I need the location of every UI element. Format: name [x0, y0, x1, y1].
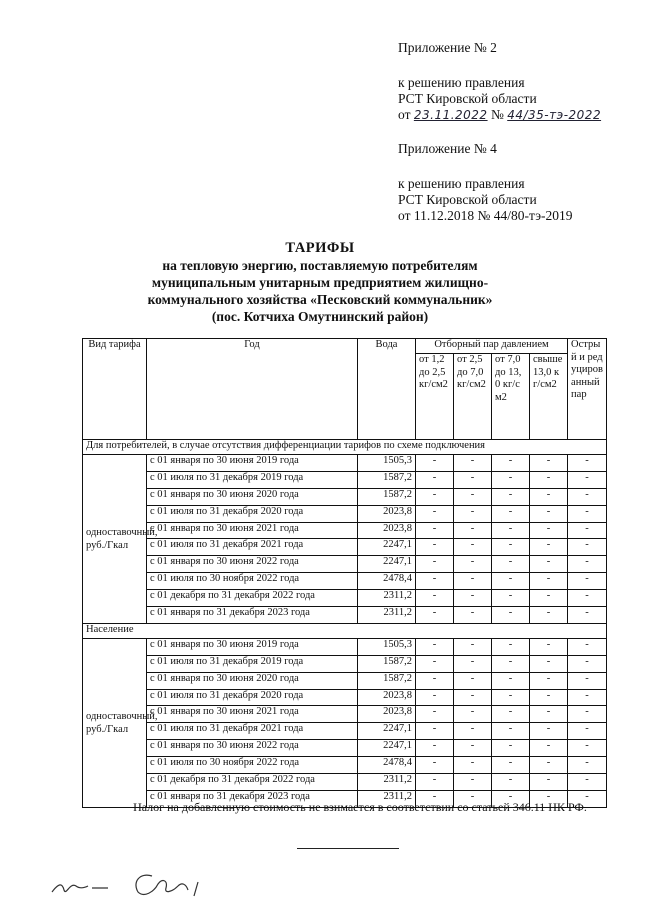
- steam-p2-cell: -: [454, 706, 492, 723]
- table-row: [83, 539, 607, 556]
- steam-p4-cell: -: [530, 488, 568, 505]
- authority-2: РСТ Кировской области: [398, 192, 537, 207]
- period-cell: с 01 января по 30 июня 2022 года: [147, 740, 358, 757]
- steam-p1-cell: -: [416, 505, 454, 522]
- steam-sharp-cell: -: [568, 522, 607, 539]
- steam-p2-cell: -: [454, 488, 492, 505]
- steam-sharp-cell: -: [568, 655, 607, 672]
- tariff-kind: одноставочный, руб./Гкал: [83, 455, 147, 624]
- steam-sharp-cell: -: [568, 573, 607, 590]
- water-tariff-cell: 2023,8: [358, 505, 416, 522]
- steam-p4-cell: -: [530, 740, 568, 757]
- table-row: [83, 774, 607, 791]
- steam-p3-cell: -: [492, 638, 530, 655]
- table-row: [83, 689, 607, 706]
- header-pressure-3: от 7,0 до 13,0 кг/см2: [492, 354, 530, 440]
- steam-p3-cell: -: [492, 790, 530, 807]
- period-cell: с 01 июля по 31 декабря 2019 года: [147, 471, 358, 488]
- tariff-table-body: [83, 440, 607, 808]
- steam-p1-cell: -: [416, 672, 454, 689]
- water-tariff-cell: 1505,3: [358, 638, 416, 655]
- steam-p2-cell: -: [454, 672, 492, 689]
- table-row: [83, 638, 607, 655]
- table-row: [83, 672, 607, 689]
- document-title: ТАРИФЫ: [285, 240, 355, 256]
- decision-date-line-2: от 11.12.2018 № 44/80-тэ-2019: [398, 208, 573, 223]
- header-sharp-steam: Острый и редуцированный пар: [568, 339, 607, 440]
- steam-sharp-cell: -: [568, 488, 607, 505]
- steam-p4-cell: -: [530, 505, 568, 522]
- period-cell: с 01 июля по 31 декабря 2020 года: [147, 505, 358, 522]
- period-cell: с 01 июля по 31 декабря 2019 года: [147, 655, 358, 672]
- period-cell: с 01 января по 30 июня 2020 года: [147, 672, 358, 689]
- title-line-4: (пос. Котчиха Омутнинский район): [211, 309, 429, 324]
- steam-p1-cell: -: [416, 607, 454, 624]
- water-tariff-cell: 2247,1: [358, 539, 416, 556]
- header-pressure-1: от 1,2 до 2,5 кг/см2: [416, 354, 454, 440]
- steam-p2-cell: -: [454, 689, 492, 706]
- steam-p1-cell: -: [416, 539, 454, 556]
- period-cell: с 01 июля по 30 ноября 2022 года: [147, 757, 358, 774]
- authority-1: РСТ Кировской области: [398, 91, 537, 106]
- steam-p3-cell: -: [492, 522, 530, 539]
- decision-caption-1: к решению правления: [398, 75, 525, 90]
- period-cell: с 01 декабря по 31 декабря 2022 года: [147, 774, 358, 791]
- table-row: [83, 556, 607, 573]
- steam-sharp-cell: -: [568, 790, 607, 807]
- steam-sharp-cell: -: [568, 638, 607, 655]
- water-tariff-cell: 2247,1: [358, 740, 416, 757]
- steam-sharp-cell: -: [568, 757, 607, 774]
- steam-p2-cell: -: [454, 573, 492, 590]
- steam-p2-cell: -: [454, 522, 492, 539]
- steam-p1-cell: -: [416, 455, 454, 472]
- separator-line: [297, 848, 399, 849]
- steam-p3-cell: -: [492, 590, 530, 607]
- steam-sharp-cell: -: [568, 590, 607, 607]
- tariff-kind: одноставочный, руб./Гкал: [83, 638, 147, 807]
- from-prefix: от: [398, 107, 411, 122]
- handwritten-date: 23.11.2022: [413, 108, 488, 122]
- steam-p2-cell: -: [454, 455, 492, 472]
- group-label: Для потребителей, в случае отсутствия дифференциации тарифов по схеме подключения: [83, 440, 607, 455]
- period-cell: с 01 января по 30 июня 2020 года: [147, 488, 358, 505]
- period-cell: с 01 июля по 31 декабря 2020 года: [147, 689, 358, 706]
- period-cell: с 01 января по 30 июня 2019 года: [147, 638, 358, 655]
- period-cell: с 01 декабря по 31 декабря 2022 года: [147, 590, 358, 607]
- steam-p4-cell: -: [530, 774, 568, 791]
- steam-sharp-cell: -: [568, 740, 607, 757]
- appendix-number-2: Приложение № 4: [398, 141, 497, 156]
- water-tariff-cell: 2023,8: [358, 689, 416, 706]
- steam-p3-cell: -: [492, 539, 530, 556]
- steam-sharp-cell: -: [568, 689, 607, 706]
- water-tariff-cell: 1587,2: [358, 471, 416, 488]
- steam-p4-cell: -: [530, 672, 568, 689]
- steam-p3-cell: -: [492, 556, 530, 573]
- period-cell: с 01 июля по 31 декабря 2021 года: [147, 539, 358, 556]
- steam-p2-cell: -: [454, 539, 492, 556]
- tariff-table: [82, 338, 607, 808]
- water-tariff-cell: 2478,4: [358, 573, 416, 590]
- table-row: [83, 723, 607, 740]
- group-label: Население: [83, 623, 607, 638]
- steam-sharp-cell: -: [568, 539, 607, 556]
- steam-p3-cell: -: [492, 757, 530, 774]
- steam-p4-cell: -: [530, 607, 568, 624]
- title-line-2: муниципальным унитарным предприятием жилищно-: [151, 275, 489, 290]
- table-row: [83, 488, 607, 505]
- steam-sharp-cell: -: [568, 672, 607, 689]
- steam-p3-cell: -: [492, 455, 530, 472]
- steam-sharp-cell: -: [568, 723, 607, 740]
- steam-p4-cell: -: [530, 522, 568, 539]
- steam-p1-cell: -: [416, 522, 454, 539]
- steam-p3-cell: -: [492, 505, 530, 522]
- water-tariff-cell: 2311,2: [358, 774, 416, 791]
- steam-p1-cell: -: [416, 740, 454, 757]
- table-row: [83, 740, 607, 757]
- period-cell: с 01 января по 30 июня 2019 года: [147, 455, 358, 472]
- period-cell: с 01 июля по 31 декабря 2021 года: [147, 723, 358, 740]
- group-row: [83, 440, 607, 455]
- header-pressure-2: от 2,5 до 7,0 кг/см2: [454, 354, 492, 440]
- steam-p2-cell: -: [454, 590, 492, 607]
- steam-p4-cell: -: [530, 638, 568, 655]
- steam-p3-cell: -: [492, 573, 530, 590]
- steam-p3-cell: -: [492, 655, 530, 672]
- handwritten-number: 44/35-тэ-2022: [507, 108, 602, 122]
- steam-p1-cell: -: [416, 638, 454, 655]
- water-tariff-cell: 2311,2: [358, 590, 416, 607]
- steam-p3-cell: -: [492, 471, 530, 488]
- steam-p1-cell: -: [416, 488, 454, 505]
- steam-p4-cell: -: [530, 590, 568, 607]
- steam-p2-cell: -: [454, 471, 492, 488]
- steam-p2-cell: -: [454, 655, 492, 672]
- steam-p3-cell: -: [492, 706, 530, 723]
- water-tariff-cell: 1505,3: [358, 455, 416, 472]
- steam-p2-cell: -: [454, 638, 492, 655]
- period-cell: с 01 января по 30 июня 2021 года: [147, 706, 358, 723]
- period-cell: с 01 января по 31 декабря 2023 года: [147, 607, 358, 624]
- steam-p3-cell: -: [492, 607, 530, 624]
- water-tariff-cell: 2311,2: [358, 607, 416, 624]
- steam-sharp-cell: -: [568, 505, 607, 522]
- period-cell: с 01 июля по 30 ноября 2022 года: [147, 573, 358, 590]
- water-tariff-cell: 1587,2: [358, 672, 416, 689]
- steam-sharp-cell: -: [568, 556, 607, 573]
- steam-p1-cell: -: [416, 757, 454, 774]
- steam-p1-cell: -: [416, 723, 454, 740]
- table-row: [83, 757, 607, 774]
- water-tariff-cell: 2247,1: [358, 723, 416, 740]
- number-prefix: №: [490, 107, 504, 122]
- steam-p1-cell: -: [416, 573, 454, 590]
- steam-p1-cell: -: [416, 774, 454, 791]
- steam-p1-cell: -: [416, 689, 454, 706]
- period-cell: с 01 января по 31 декабря 2023 года: [147, 790, 358, 807]
- header-kind: Вид тарифа: [83, 339, 147, 440]
- water-tariff-cell: 1587,2: [358, 655, 416, 672]
- appendix-number-1: Приложение № 2: [398, 40, 497, 55]
- table-row: [83, 455, 607, 472]
- vat-footnote: Налог на добавленную стоимость не взимается в соответствии со статьей 346.11 НК РФ.: [133, 800, 587, 814]
- steam-p2-cell: -: [454, 790, 492, 807]
- steam-p4-cell: -: [530, 471, 568, 488]
- decision-date-line-1: [398, 107, 601, 123]
- steam-p4-cell: -: [530, 723, 568, 740]
- steam-p4-cell: -: [530, 655, 568, 672]
- water-tariff-cell: 2478,4: [358, 757, 416, 774]
- steam-p2-cell: -: [454, 556, 492, 573]
- steam-p2-cell: -: [454, 774, 492, 791]
- title-line-3: коммунального хозяйства «Песковский коммунальник»: [147, 292, 493, 307]
- steam-p1-cell: -: [416, 590, 454, 607]
- period-cell: с 01 января по 30 июня 2021 года: [147, 522, 358, 539]
- steam-p2-cell: -: [454, 723, 492, 740]
- water-tariff-cell: 2023,8: [358, 706, 416, 723]
- steam-p2-cell: -: [454, 757, 492, 774]
- steam-p3-cell: -: [492, 774, 530, 791]
- table-row: [83, 607, 607, 624]
- steam-p2-cell: -: [454, 505, 492, 522]
- steam-p4-cell: -: [530, 573, 568, 590]
- table-row: [83, 655, 607, 672]
- table-row: [83, 522, 607, 539]
- steam-p1-cell: -: [416, 471, 454, 488]
- period-cell: с 01 января по 30 июня 2022 года: [147, 556, 358, 573]
- steam-sharp-cell: -: [568, 455, 607, 472]
- header-pressure-4: свыше 13,0 кг/см2: [530, 354, 568, 440]
- steam-sharp-cell: -: [568, 706, 607, 723]
- steam-sharp-cell: -: [568, 774, 607, 791]
- steam-p2-cell: -: [454, 740, 492, 757]
- water-tariff-cell: 1587,2: [358, 488, 416, 505]
- table-row: [83, 590, 607, 607]
- title-line-1: на тепловую энергию, поставляемую потребителям: [162, 258, 478, 273]
- water-tariff-cell: 2311,2: [358, 790, 416, 807]
- steam-p3-cell: -: [492, 488, 530, 505]
- header-year: Год: [147, 339, 358, 440]
- steam-p1-cell: -: [416, 790, 454, 807]
- steam-p4-cell: -: [530, 539, 568, 556]
- group-row: [83, 623, 607, 638]
- steam-sharp-cell: -: [568, 471, 607, 488]
- steam-p1-cell: -: [416, 556, 454, 573]
- header-water: Вода: [358, 339, 416, 440]
- steam-p1-cell: -: [416, 655, 454, 672]
- water-tariff-cell: 2023,8: [358, 522, 416, 539]
- table-row: [83, 471, 607, 488]
- water-tariff-cell: 2247,1: [358, 556, 416, 573]
- steam-p4-cell: -: [530, 455, 568, 472]
- steam-p4-cell: -: [530, 757, 568, 774]
- steam-sharp-cell: -: [568, 607, 607, 624]
- steam-p4-cell: -: [530, 556, 568, 573]
- steam-p3-cell: -: [492, 672, 530, 689]
- table-row: [83, 505, 607, 522]
- steam-p3-cell: -: [492, 723, 530, 740]
- handwritten-signature: [48, 862, 228, 902]
- steam-p4-cell: -: [530, 790, 568, 807]
- steam-p4-cell: -: [530, 689, 568, 706]
- steam-p2-cell: -: [454, 607, 492, 624]
- steam-p3-cell: -: [492, 689, 530, 706]
- table-row: [83, 706, 607, 723]
- decision-caption-2: к решению правления: [398, 176, 525, 191]
- steam-p3-cell: -: [492, 740, 530, 757]
- steam-p1-cell: -: [416, 706, 454, 723]
- table-row: [83, 573, 607, 590]
- steam-p4-cell: -: [530, 706, 568, 723]
- header-steam: Отборный пар давлением: [416, 339, 568, 354]
